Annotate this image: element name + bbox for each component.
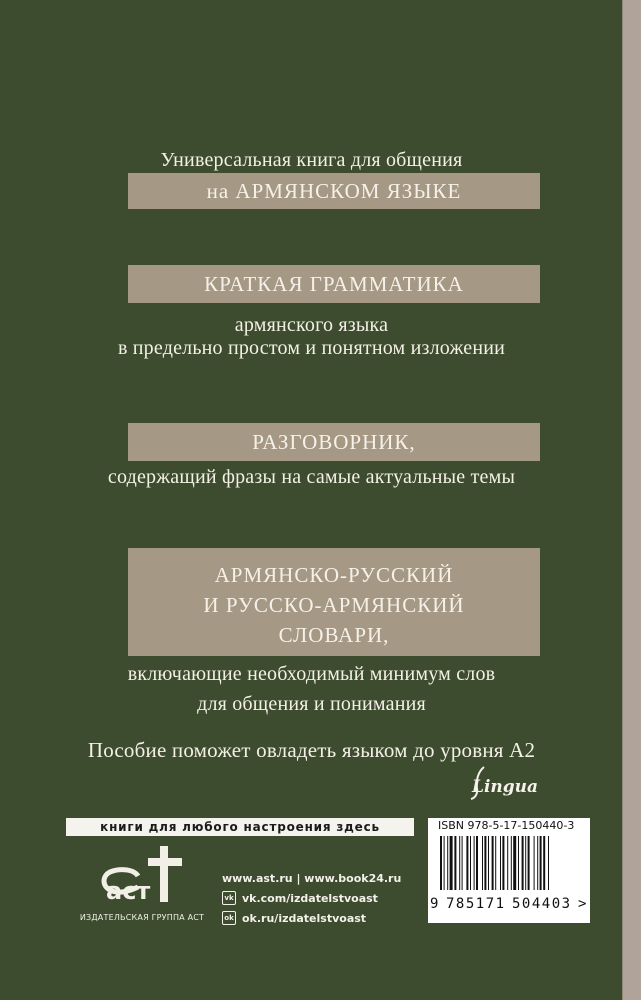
- grammar-line-2: в предельно простом и понятном изложении: [117, 337, 506, 359]
- barcode-bar: [462, 836, 463, 890]
- grammar-band: КРАТКАЯ ГРАММАТИКА: [128, 265, 540, 303]
- grammar-line-1: армянского языка: [234, 314, 389, 336]
- dictionaries-band-line-1: АРМЯНСКО-РУССКИЙ: [214, 563, 454, 587]
- vk-icon: vk: [222, 891, 236, 905]
- barcode-bar: [459, 836, 460, 890]
- barcode-bar: [450, 836, 453, 890]
- barcode-bar: [513, 836, 516, 890]
- barcode-bar: [447, 836, 448, 890]
- barcode-digits: [428, 890, 590, 920]
- barcode-panel: [428, 818, 590, 923]
- phrasebook-band: РАЗГОВОРНИК,: [128, 423, 540, 461]
- site-links[interactable]: www.ast.ru | www.book24.ru: [222, 871, 402, 885]
- ok-link[interactable]: ok.ru/izdatelstvoast: [242, 911, 367, 925]
- barcode-bar: [444, 836, 445, 890]
- barcode-bar: [440, 836, 442, 890]
- digit-end: >: [578, 896, 587, 912]
- barcode-bar: [528, 836, 530, 890]
- spine-edge: [622, 0, 641, 1000]
- digit-first: 9: [430, 896, 439, 912]
- barcode-bar: [502, 836, 504, 890]
- barcode-bar: [466, 836, 468, 890]
- barcode-bar: [507, 836, 508, 890]
- summary-text: Пособие поможет овладеть языком до уровня А2: [87, 738, 536, 762]
- barcode-bar: [540, 836, 542, 890]
- digits-right: 504403: [512, 896, 572, 912]
- barcode-bar: [511, 836, 512, 890]
- vk-link-row: [222, 888, 401, 908]
- dictionaries-band-line-3: СЛОВАРИ,: [278, 623, 390, 647]
- barcode-bar: [518, 836, 519, 890]
- slogan-strip: книги для любого настроения здесь: [66, 818, 414, 836]
- barcode-bar: [534, 836, 535, 890]
- dictionaries-line-1: включающие необходимый минимум слов: [127, 663, 496, 685]
- barcode-bar: [543, 836, 545, 890]
- ast-logo-text: аст: [106, 877, 151, 905]
- barcode-bar: [488, 836, 489, 890]
- dictionaries-band: [128, 548, 540, 656]
- barcode-bar: [522, 836, 524, 890]
- barcode-bar: [500, 836, 501, 890]
- vk-link[interactable]: vk.com/izdatelstvoast: [242, 891, 378, 905]
- barcode-bars: [440, 836, 588, 890]
- publisher-links: [222, 868, 401, 928]
- barcode-bar: [476, 836, 478, 890]
- barcode-bar: [548, 836, 549, 890]
- barcode-bar: [525, 836, 526, 890]
- ast-logo-icon: [98, 842, 188, 908]
- site-link-row: [222, 868, 401, 888]
- dictionaries-line-2: для общения и понимания: [197, 693, 426, 715]
- digits-left: 785171: [446, 896, 506, 912]
- ast-caption: ИЗДАТЕЛЬСКАЯ ГРУППА АСТ: [79, 913, 205, 922]
- isbn-label: ISBN 978-5-17-150440-3: [438, 819, 575, 832]
- barcode-bar: [537, 836, 538, 890]
- barcode-bar: [495, 836, 496, 890]
- barcode-bar: [492, 836, 494, 890]
- ok-link-row: [222, 908, 401, 928]
- barcode-bar: [454, 836, 456, 890]
- barcode-bar: [470, 836, 471, 890]
- phrasebook-line: содержащий фразы на самые актуальные темы: [107, 466, 516, 488]
- ok-icon: ok: [222, 911, 236, 925]
- barcode-bar: [474, 836, 475, 890]
- intro-line: Универсальная книга для общения: [160, 149, 463, 171]
- lingua-logo: Lingua: [472, 777, 539, 797]
- intro-band: на АРМЯНСКОМ ЯЗЫКЕ: [128, 173, 540, 209]
- dictionaries-band-line-2: И РУССКО-АРМЯНСКИЙ: [203, 593, 465, 617]
- barcode-bar: [482, 836, 483, 890]
- barcode-bar: [484, 836, 486, 890]
